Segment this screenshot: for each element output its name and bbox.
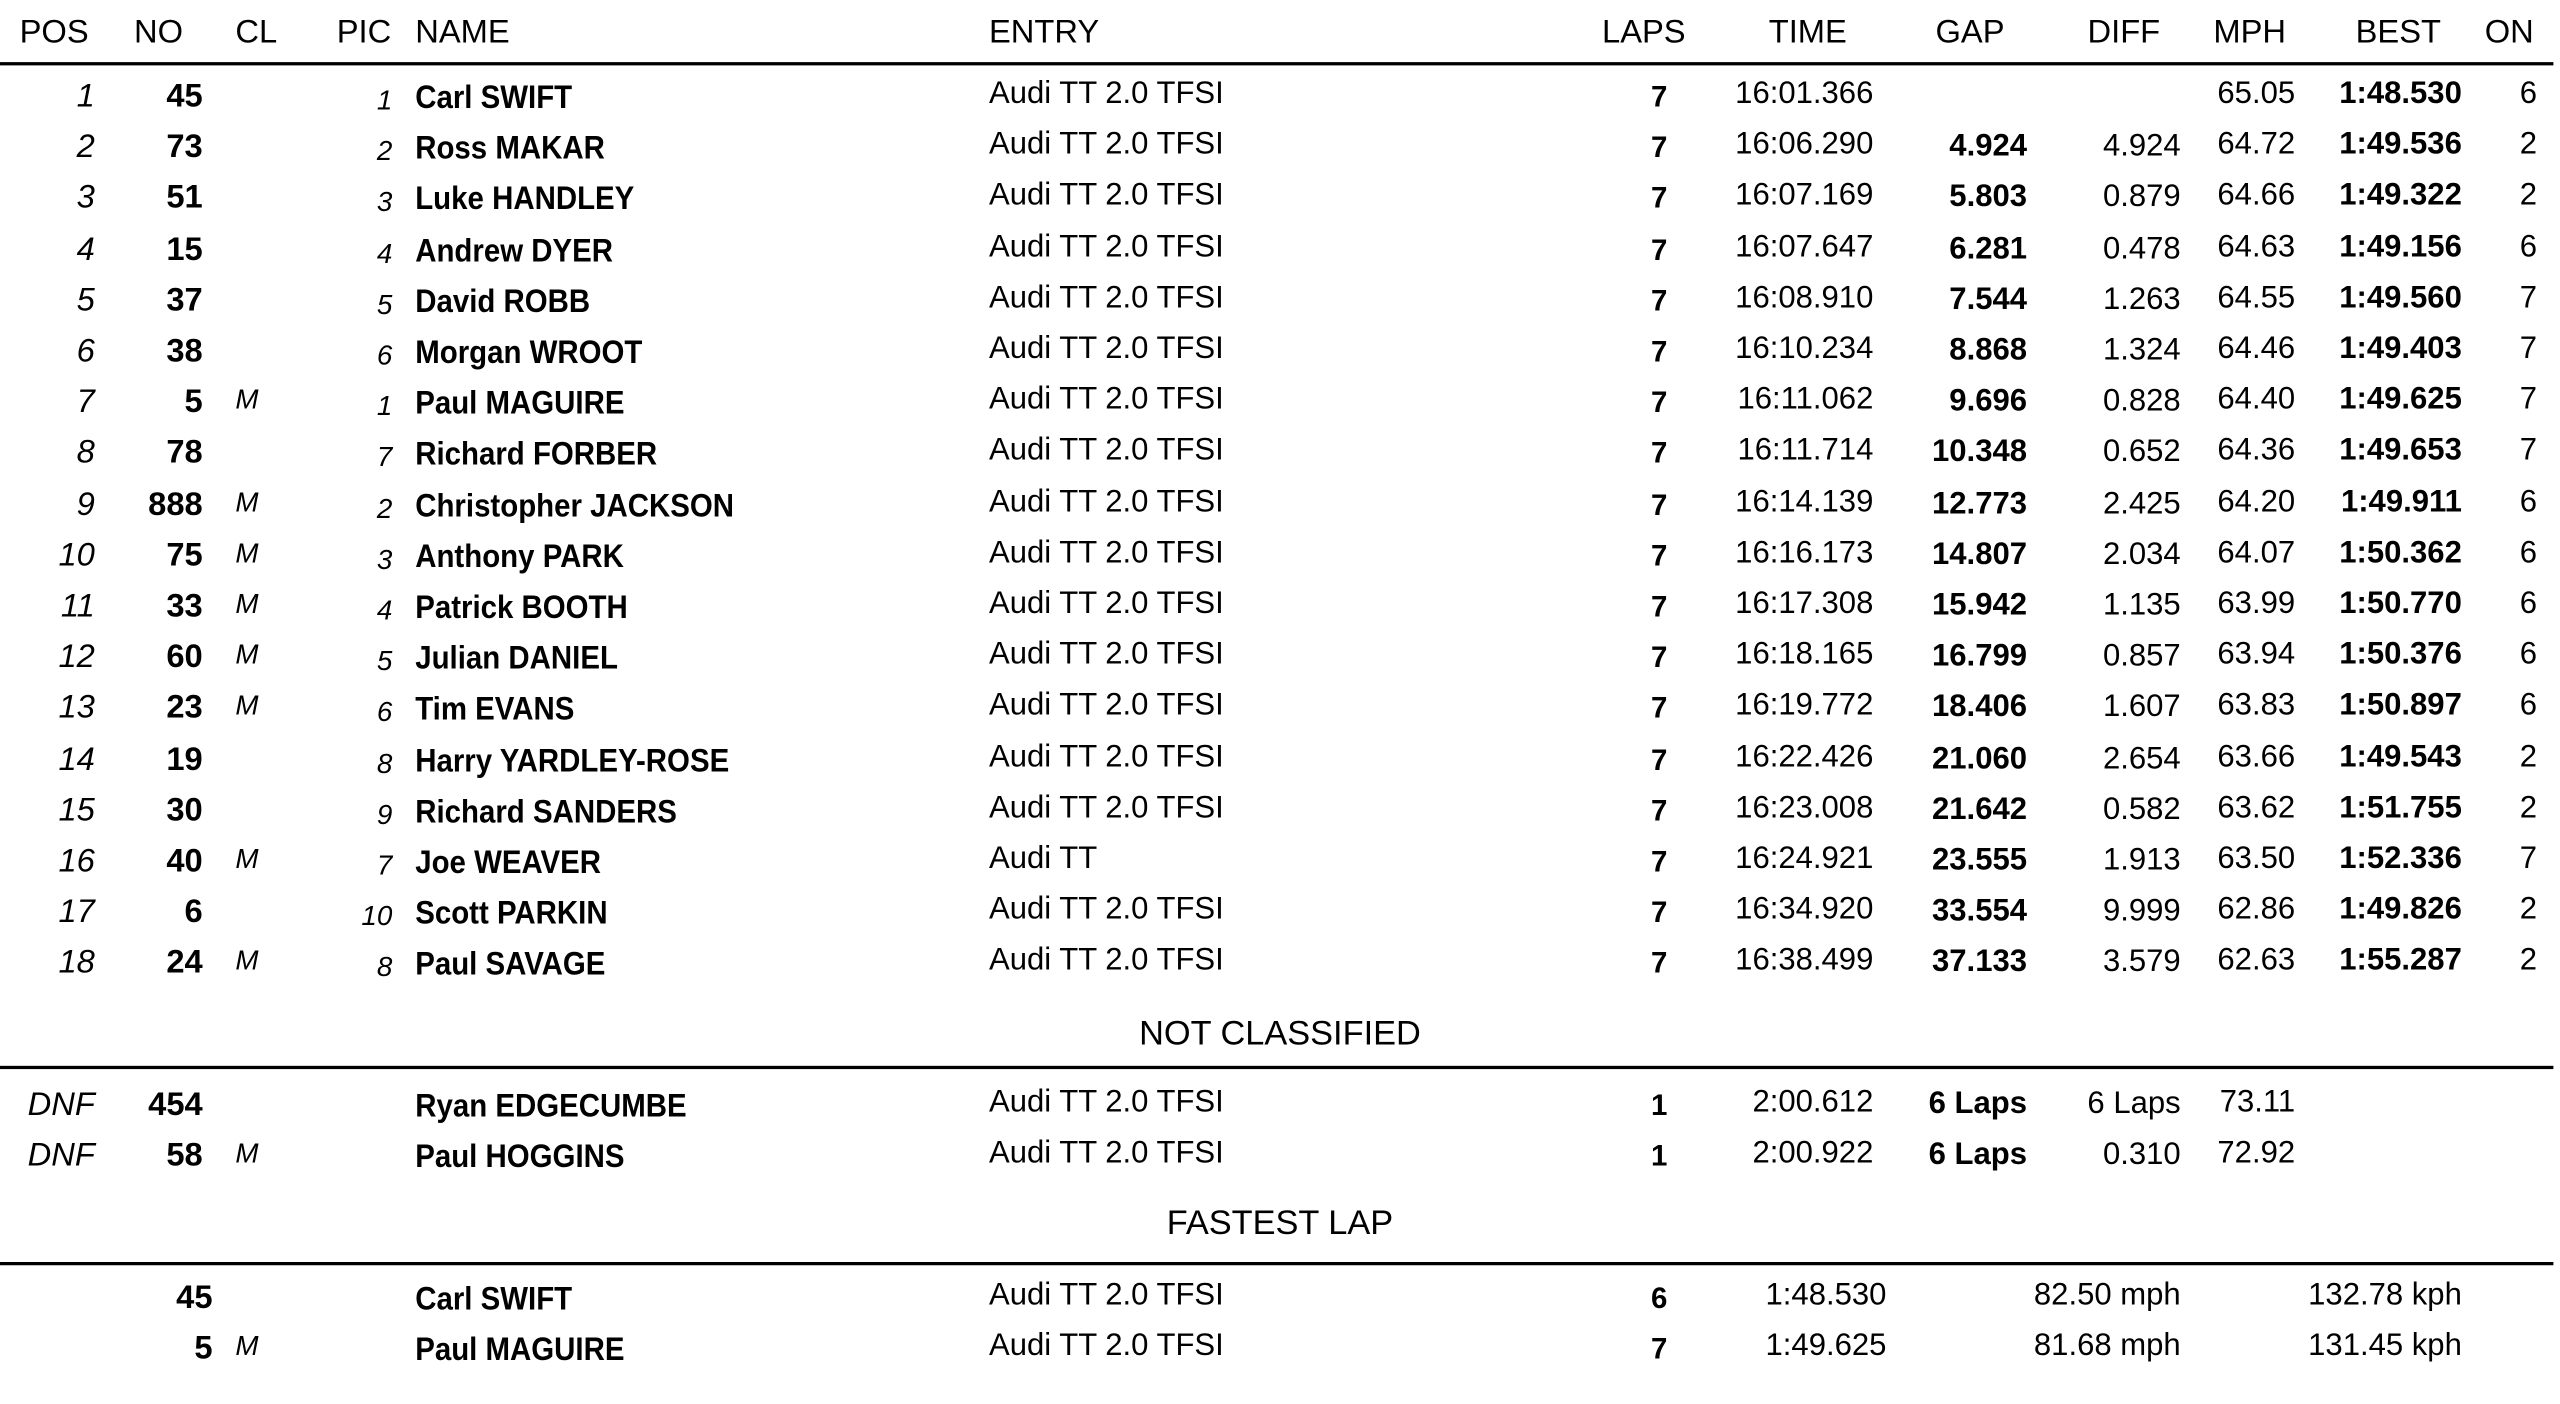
time-cell: 16:07.647 [1735, 229, 1874, 265]
position-in-class-cell: 5 [376, 289, 393, 321]
driver-name-cell: Christopher JACKSON [415, 488, 735, 525]
laps-cell: 7 [1651, 896, 1668, 929]
best-on-lap-cell: 7 [2519, 382, 2538, 418]
best-lap-cell: 1:50.376 [2339, 637, 2462, 673]
header-mph: MPH [2213, 14, 2287, 51]
position-cell: 17 [58, 894, 95, 931]
mph-cell: 73.11 [2219, 1085, 2296, 1120]
best-lap-cell: 1:55.287 [2339, 943, 2462, 979]
car-number-cell: 51 [166, 180, 203, 217]
car-number-cell: 37 [166, 282, 203, 319]
position-cell: 15 [58, 792, 95, 829]
position-cell: DNF [27, 1087, 95, 1124]
time-cell: 16:07.169 [1735, 178, 1874, 214]
diff-cell: 0.879 [2102, 180, 2181, 215]
driver-name-cell: Richard SANDERS [415, 794, 677, 831]
driver-name-cell: Paul MAGUIRE [415, 386, 625, 423]
mph-cell: 64.07 [2217, 535, 2296, 571]
diff-cell: 2.654 [2102, 741, 2181, 776]
car-number-cell: 23 [166, 690, 203, 727]
position-in-class-cell: 5 [376, 646, 393, 678]
position-in-class-cell: 4 [376, 238, 393, 270]
diff-cell: 0.478 [2102, 231, 2181, 266]
position-in-class-cell: 1 [376, 390, 393, 423]
diff-cell: 6 Laps [2087, 1087, 2181, 1122]
car-number-cell: 45 [166, 78, 203, 115]
position-in-class-cell: 2 [376, 493, 393, 525]
entry-cell: Audi TT 2.0 TFSI [988, 127, 1224, 163]
car-number-cell: 6 [184, 894, 203, 931]
entry-cell: Audi TT 2.0 TFSI [988, 484, 1224, 520]
position-cell: 4 [76, 231, 95, 268]
time-cell: 16:22.426 [1735, 739, 1874, 775]
position-in-class-cell: 4 [376, 595, 393, 627]
gap-cell: 33.554 [1932, 894, 2028, 929]
laps-cell: 7 [1651, 539, 1668, 572]
best-lap-cell: 1:50.770 [2339, 586, 2462, 622]
time-cell: 16:34.920 [1735, 892, 1874, 928]
entry-cell: Audi TT 2.0 TFSI [988, 433, 1224, 469]
gap-cell: 10.348 [1932, 435, 2028, 470]
mph-cell: 63.99 [2217, 586, 2296, 622]
gap-cell: 6 Laps [1928, 1087, 2028, 1122]
class-cell: M [235, 639, 259, 671]
header-time: TIME [1768, 14, 1847, 51]
gap-cell: 12.773 [1932, 486, 2028, 521]
laps-cell: 1 [1651, 1088, 1668, 1122]
mph-cell: 64.36 [2217, 433, 2296, 469]
gap-cell: 18.406 [1932, 690, 2028, 725]
position-in-class-cell: 6 [376, 340, 393, 372]
best-on-lap-cell: 6 [2519, 535, 2538, 571]
gap-cell [1880, 75, 2027, 118]
laps-cell: 7 [1651, 947, 1668, 980]
position-cell: 14 [58, 741, 95, 778]
position-in-class-cell: 8 [376, 748, 393, 780]
diff-cell [2037, 75, 2181, 118]
time-cell: 16:11.714 [1737, 433, 1874, 469]
mph-cell: 64.72 [2217, 127, 2296, 163]
best-lap-cell: 1:49.911 [2340, 484, 2462, 520]
header-name: NAME [415, 14, 510, 51]
speed-kph-cell: 131.45 kph [2308, 1329, 2462, 1364]
entry-cell: Audi TT 2.0 TFSI [988, 76, 1224, 112]
laps-cell: 1 [1651, 1139, 1668, 1173]
class-cell: M [235, 588, 259, 620]
mph-cell: 62.63 [2217, 943, 2296, 979]
header-pic: PIC [336, 14, 392, 51]
driver-name-cell: Joe WEAVER [415, 845, 602, 882]
driver-name-cell: Patrick BOOTH [415, 590, 628, 627]
fastest-lap-title: FASTEST LAP [1166, 1204, 1394, 1243]
best-on-lap-cell: 2 [2519, 178, 2538, 214]
car-number-cell: 45 [176, 1279, 213, 1316]
time-cell: 16:11.062 [1737, 382, 1874, 418]
diff-cell: 1.913 [2102, 843, 2181, 878]
position-in-class-cell: 1 [376, 85, 393, 117]
diff-cell: 9.999 [2102, 894, 2181, 929]
mph-cell: 63.83 [2217, 688, 2296, 724]
laps-cell: 7 [1651, 743, 1668, 776]
header-divider [0, 62, 2553, 65]
best-lap-cell: 1:49.403 [2339, 331, 2462, 367]
best-lap-cell: 1:49.536 [2339, 127, 2462, 163]
entry-cell: Audi TT [988, 841, 1098, 877]
car-number-cell: 73 [166, 129, 203, 166]
time-cell: 16:14.139 [1735, 484, 1874, 520]
lap-time-cell: 1:49.625 [1765, 1329, 1887, 1364]
laps-cell: 7 [1651, 386, 1668, 419]
best-on-lap-cell: 2 [2519, 892, 2538, 928]
not-classified-divider [0, 1066, 2553, 1069]
car-number-cell: 33 [166, 588, 203, 625]
time-cell: 16:23.008 [1735, 790, 1874, 826]
gap-cell: 16.799 [1932, 639, 2028, 674]
best-lap-cell: 1:49.322 [2339, 178, 2462, 214]
position-in-class-cell: 3 [376, 544, 393, 576]
class-cell: M [235, 537, 259, 569]
speed-mph-cell: 81.68 mph [2033, 1329, 2181, 1364]
mph-cell: 62.86 [2217, 892, 2296, 928]
class-cell: M [235, 384, 259, 416]
mph-cell: 63.50 [2217, 841, 2296, 877]
diff-cell: 1.607 [2102, 690, 2181, 725]
best-on-lap-cell: 2 [2519, 127, 2538, 163]
car-number-cell: 454 [148, 1087, 203, 1124]
laps-cell: 7 [1651, 437, 1668, 470]
driver-name-cell: Luke HANDLEY [415, 182, 635, 219]
best-on-lap-cell: 6 [2519, 637, 2538, 673]
entry-cell: Audi TT 2.0 TFSI [988, 331, 1224, 367]
position-in-class-cell: 2 [376, 135, 393, 168]
gap-cell: 4.924 [1949, 129, 2028, 164]
position-cell: 11 [60, 588, 95, 625]
driver-name-cell: Anthony PARK [415, 539, 624, 576]
lap-number-cell: 6 [1651, 1281, 1668, 1315]
driver-name-cell: Carl SWIFT [415, 1281, 573, 1318]
time-cell: 16:38.499 [1735, 943, 1874, 979]
car-number-cell: 78 [166, 435, 203, 472]
mph-cell: 65.05 [2217, 76, 2296, 112]
mph-cell: 63.94 [2217, 637, 2296, 673]
gap-cell: 6 Laps [1928, 1138, 2028, 1173]
position-in-class-cell: 6 [376, 697, 393, 729]
car-number-cell: 60 [166, 639, 203, 676]
entry-cell: Audi TT 2.0 TFSI [988, 739, 1224, 775]
class-cell: M [235, 486, 259, 518]
driver-name-cell: Ryan EDGECUMBE [415, 1088, 687, 1125]
position-cell: 5 [76, 282, 95, 319]
car-number-cell: 40 [166, 843, 203, 880]
mph-cell: 64.46 [2217, 331, 2296, 367]
best-lap-cell: 1:52.336 [2339, 841, 2462, 877]
laps-cell: 7 [1651, 80, 1668, 113]
laps-cell: 7 [1651, 284, 1668, 317]
driver-name-cell: Tim EVANS [415, 692, 575, 729]
laps-cell: 7 [1651, 233, 1668, 266]
driver-name-cell: Richard FORBER [415, 437, 658, 474]
position-cell: 7 [76, 384, 95, 421]
best-on-lap-cell: 2 [2519, 943, 2538, 979]
time-cell: 16:18.165 [1735, 637, 1874, 673]
header-pos: POS [19, 14, 89, 51]
best-lap-cell: 1:49.653 [2339, 433, 2462, 469]
mph-cell: 64.55 [2217, 280, 2296, 316]
not-classified-title: NOT CLASSIFIED [1139, 1015, 1421, 1053]
diff-cell: 1.135 [2102, 588, 2181, 623]
lap-time-cell: 1:48.530 [1765, 1278, 1887, 1313]
best-on-lap-cell: 7 [2519, 280, 2538, 316]
gap-cell: 8.868 [1949, 333, 2028, 368]
class-cell: M [235, 690, 259, 722]
best-on-lap-cell: 7 [2519, 841, 2538, 877]
best-lap-cell: 1:50.362 [2339, 535, 2462, 571]
best-on-lap-cell: 6 [2519, 484, 2538, 520]
time-cell: 16:08.910 [1735, 280, 1874, 316]
diff-cell: 0.828 [2102, 384, 2181, 419]
entry-cell: Audi TT 2.0 TFSI [988, 688, 1224, 724]
best-on-lap-cell: 2 [2519, 790, 2538, 826]
diff-cell: 0.857 [2102, 639, 2181, 674]
speed-mph-cell: 82.50 mph [2033, 1278, 2181, 1313]
driver-name-cell: Paul HOGGINS [415, 1139, 625, 1176]
diff-cell: 0.310 [2102, 1138, 2181, 1173]
position-cell: 2 [76, 129, 95, 166]
speed-kph-cell: 132.78 kph [2308, 1278, 2462, 1313]
class-cell: M [235, 843, 259, 875]
car-number-cell: 5 [184, 384, 203, 421]
mph-cell: 64.40 [2217, 382, 2296, 418]
car-number-cell: 30 [166, 792, 203, 829]
gap-cell: 6.281 [1949, 231, 2028, 266]
time-cell: 16:06.290 [1735, 127, 1874, 163]
best-on-lap-cell: 6 [2519, 586, 2538, 622]
gap-cell: 37.133 [1932, 945, 2028, 980]
time-cell: 2:00.922 [1752, 1136, 1874, 1171]
driver-name-cell: Paul SAVAGE [415, 947, 606, 984]
diff-cell: 0.582 [2102, 792, 2181, 827]
laps-cell: 7 [1651, 182, 1668, 215]
diff-cell: 3.579 [2102, 945, 2181, 980]
car-number-cell: 75 [166, 537, 203, 574]
best-lap-cell: 1:49.543 [2339, 739, 2462, 775]
car-number-cell: 5 [194, 1330, 213, 1367]
entry-cell: Audi TT 2.0 TFSI [988, 943, 1224, 979]
laps-cell: 7 [1651, 131, 1668, 164]
best-on-lap-cell: 7 [2519, 433, 2538, 469]
mph-cell: 63.66 [2217, 739, 2296, 775]
header-cl: CL [235, 14, 278, 51]
fastest-lap-divider [0, 1262, 2553, 1265]
header-entry: ENTRY [988, 14, 1100, 51]
best-on-lap-cell: 6 [2519, 76, 2538, 112]
mph-cell: 64.66 [2217, 178, 2296, 214]
driver-name-cell: Carl SWIFT [415, 80, 573, 117]
time-cell: 2:00.612 [1752, 1085, 1874, 1120]
position-cell: 12 [58, 639, 95, 676]
position-cell: 3 [76, 180, 95, 217]
driver-name-cell: Paul MAGUIRE [415, 1332, 625, 1369]
best-on-lap-cell: 6 [2519, 688, 2538, 724]
time-cell: 16:16.173 [1735, 535, 1874, 571]
mph-cell: 72.92 [2217, 1136, 2296, 1171]
mph-cell: 63.62 [2217, 790, 2296, 826]
class-cell: M [235, 1138, 259, 1170]
diff-cell: 0.652 [2102, 435, 2181, 470]
entry-cell: Audi TT 2.0 TFSI [988, 382, 1224, 418]
gap-cell: 7.544 [1949, 282, 2028, 317]
class-cell: M [235, 1330, 259, 1363]
driver-name-cell: Andrew DYER [415, 233, 614, 270]
position-in-class-cell: 3 [376, 186, 393, 219]
position-in-class-cell: 9 [376, 799, 393, 831]
position-cell: 16 [58, 843, 95, 880]
best-on-lap-cell: 7 [2519, 331, 2538, 367]
laps-cell: 7 [1651, 590, 1668, 623]
driver-name-cell: Morgan WROOT [415, 335, 643, 372]
position-cell: 1 [76, 78, 95, 115]
header-best: BEST [2355, 14, 2442, 51]
entry-cell: Audi TT 2.0 TFSI [988, 1085, 1224, 1120]
best-on-lap-cell: 6 [2519, 229, 2538, 265]
position-cell: 6 [76, 333, 95, 370]
car-number-cell: 38 [166, 333, 203, 370]
laps-cell: 7 [1651, 794, 1668, 827]
car-number-cell: 58 [166, 1138, 203, 1175]
class-cell: M [235, 945, 259, 977]
time-cell: 16:17.308 [1735, 586, 1874, 622]
diff-cell: 4.924 [2102, 129, 2181, 164]
entry-cell: Audi TT 2.0 TFSI [988, 1329, 1224, 1364]
position-cell: 8 [76, 435, 95, 472]
best-lap-cell: 1:51.755 [2339, 790, 2462, 826]
car-number-cell: 24 [166, 945, 203, 982]
gap-cell: 15.942 [1932, 588, 2028, 623]
header-laps: LAPS [1602, 14, 1686, 51]
driver-name-cell: David ROBB [415, 284, 591, 321]
entry-cell: Audi TT 2.0 TFSI [988, 1136, 1224, 1171]
entry-cell: Audi TT 2.0 TFSI [988, 280, 1224, 316]
best-lap-cell: 1:49.156 [2339, 229, 2462, 265]
position-in-class-cell: 10 [361, 901, 393, 933]
position-in-class-cell: 7 [376, 442, 393, 474]
mph-cell: 64.63 [2217, 229, 2296, 265]
entry-cell: Audi TT 2.0 TFSI [988, 535, 1224, 571]
entry-cell: Audi TT 2.0 TFSI [988, 892, 1224, 928]
header-diff: DIFF [2087, 14, 2161, 51]
diff-cell: 1.324 [2102, 333, 2181, 368]
gap-cell: 5.803 [1949, 180, 2028, 215]
driver-name-cell: Harry YARDLEY-ROSE [415, 743, 730, 780]
laps-cell: 7 [1651, 335, 1668, 368]
laps-cell: 7 [1651, 488, 1668, 521]
best-lap-cell: 1:49.560 [2339, 280, 2462, 316]
best-lap-cell: 1:49.625 [2339, 382, 2462, 418]
time-cell: 16:01.366 [1735, 76, 1874, 112]
mph-cell: 64.20 [2217, 484, 2296, 520]
header-on: ON [2484, 14, 2534, 51]
entry-cell: Audi TT 2.0 TFSI [988, 229, 1224, 265]
time-cell: 16:19.772 [1735, 688, 1874, 724]
position-cell: 9 [76, 486, 95, 523]
position-cell: 10 [58, 537, 95, 574]
best-lap-cell: 1:49.826 [2339, 892, 2462, 928]
best-on-lap-cell: 2 [2519, 739, 2538, 775]
entry-cell: Audi TT 2.0 TFSI [988, 1278, 1224, 1313]
laps-cell: 7 [1651, 692, 1668, 725]
driver-name-cell: Scott PARKIN [415, 896, 608, 933]
entry-cell: Audi TT 2.0 TFSI [988, 178, 1224, 214]
laps-cell: 7 [1651, 845, 1668, 878]
diff-cell: 2.425 [2102, 486, 2181, 521]
time-cell: 16:24.921 [1735, 841, 1874, 877]
time-cell: 16:10.234 [1735, 331, 1874, 367]
position-cell: 13 [58, 690, 95, 727]
position-in-class-cell: 7 [376, 850, 393, 882]
gap-cell: 23.555 [1932, 843, 2028, 878]
header-no: NO [134, 14, 184, 51]
position-cell: DNF [27, 1138, 95, 1175]
diff-cell: 1.263 [2102, 282, 2181, 317]
position-cell: 18 [58, 945, 95, 982]
header-gap: GAP [1935, 14, 2005, 51]
entry-cell: Audi TT 2.0 TFSI [988, 586, 1224, 622]
gap-cell: 21.060 [1932, 741, 2028, 776]
car-number-cell: 19 [166, 741, 203, 778]
best-lap-cell: 1:50.897 [2339, 688, 2462, 724]
lap-number-cell: 7 [1651, 1332, 1668, 1366]
diff-cell: 2.034 [2102, 537, 2181, 572]
position-in-class-cell: 8 [376, 952, 393, 984]
gap-cell: 14.807 [1932, 537, 2028, 572]
car-number-cell: 15 [166, 231, 203, 268]
driver-name-cell: Ross MAKAR [415, 131, 605, 168]
driver-name-cell: Julian DANIEL [415, 641, 618, 678]
entry-cell: Audi TT 2.0 TFSI [988, 790, 1224, 826]
best-lap-cell: 1:48.530 [2339, 76, 2462, 112]
car-number-cell: 888 [148, 486, 203, 523]
entry-cell: Audi TT 2.0 TFSI [988, 637, 1224, 673]
laps-cell: 7 [1651, 641, 1668, 674]
gap-cell: 9.696 [1949, 384, 2028, 419]
gap-cell: 21.642 [1932, 792, 2028, 827]
